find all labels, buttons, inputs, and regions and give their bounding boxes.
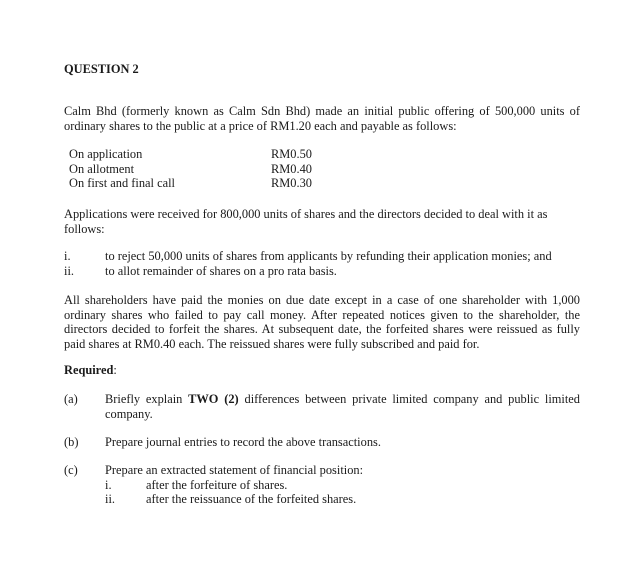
question-c-subitem — [105, 478, 580, 493]
question-title: QUESTION 2 — [64, 62, 139, 76]
subitem-number: i. — [105, 477, 112, 492]
question-c-label: (c) — [64, 463, 78, 477]
question-c-body — [105, 463, 580, 507]
decision-number: ii. — [64, 263, 74, 278]
question-b-label: (b) — [64, 435, 79, 449]
decision-list — [64, 249, 580, 278]
payment-label: On allotment — [69, 161, 135, 176]
applications-paragraph: Applications were received for 800,000 units of shares and the directors decided to deal with it as follows: — [64, 207, 548, 236]
question-c-text: Prepare an extracted statement of financial position: — [105, 463, 364, 477]
subitem-text: after the reissuance of the forfeited shares. — [146, 492, 357, 507]
decision-item — [64, 264, 580, 279]
decision-text: to reject 50,000 units of shares from applicants by refunding their application monies; and — [105, 249, 552, 263]
decision-number: i. — [64, 249, 71, 263]
question-a-pre: Briefly explain — [105, 392, 189, 406]
payment-label: On first and final call — [69, 176, 175, 191]
required-colon: : — [113, 363, 117, 377]
subitem-text: after the forfeiture of shares. — [146, 477, 288, 492]
decision-text: to allot remainder of shares on a pro rata basis. — [105, 263, 337, 278]
required-label: Required — [64, 363, 114, 377]
forfeiture-paragraph: All shareholders have paid the monies on due date except in a case of one shareholder with 1,000 ordinary shares who failed to pay call money. After repeated notices given to the shareholder, the directors decided to forfeit the shares. At subsequent date, the forfeited shares were reissued as fully paid shares at RM0.40 each. The reissued shares were fully subscribed and paid for. — [64, 293, 580, 351]
decision-item — [64, 249, 580, 264]
payment-amount: RM0.50 — [271, 147, 312, 161]
subitem-number: ii. — [105, 492, 115, 507]
payment-amount: RM0.30 — [271, 176, 312, 191]
question-a-label: (a) — [64, 392, 78, 406]
intro-paragraph: Calm Bhd (formerly known as Calm Sdn Bhd) made an initial public offering of 500,000 units of ordinary shares to the public at a price of RM1.20 each and payable as follows: — [64, 104, 580, 133]
question-a-emphasis: TWO (2) — [188, 392, 239, 406]
question-b-text: Prepare journal entries to record the above transactions. — [105, 435, 381, 449]
question-a-text — [105, 392, 580, 421]
payment-amount: RM0.40 — [271, 161, 312, 176]
question-c-subitem — [105, 492, 580, 507]
payment-label: On application — [69, 147, 143, 161]
required-heading — [64, 363, 117, 378]
question-a-post: differences between private limited company and public limited company. — [105, 392, 581, 421]
